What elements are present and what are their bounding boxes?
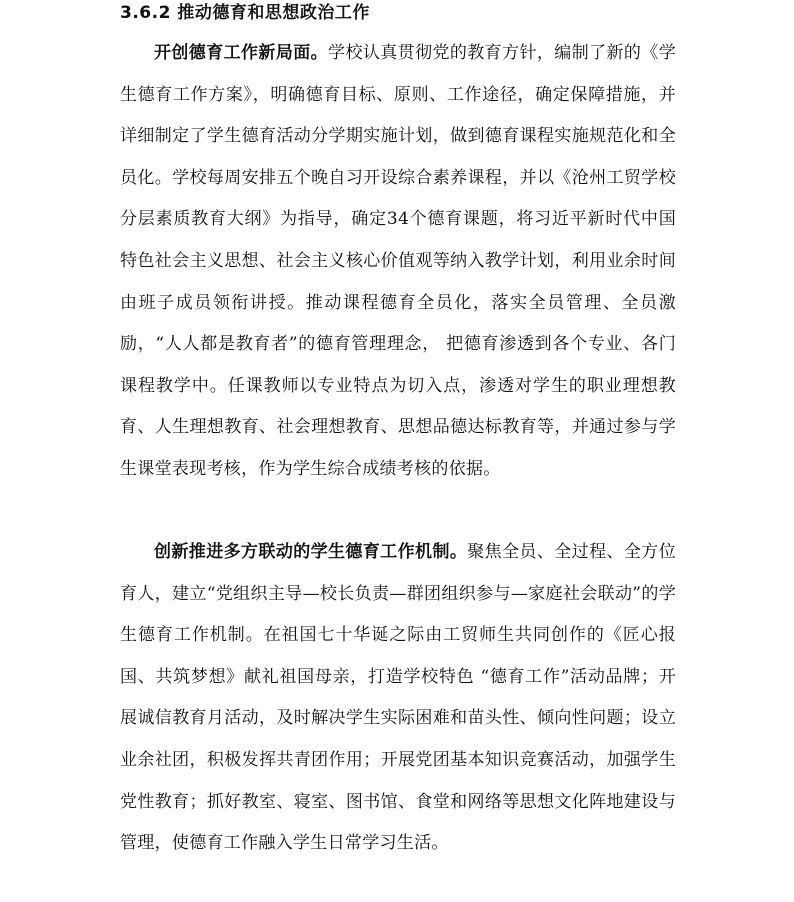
section-heading: 3.6.2 推动德育和思想政治工作 [120,3,370,23]
paragraph-lead-title: 开创德育工作新局面。 [154,43,329,63]
paragraph-multi-party-mechanism [120,532,676,865]
paragraph-lead-title: 创新推进多方联动的学生德育工作机制。 [154,542,468,562]
paragraph-moral-education-new-situation [120,33,676,491]
paragraph-body-text: 聚焦全员、全过程、全方位育人，建立“党组织主导—校长负责—群团组织参与—家庭社会联动”的学生德育工作机制。在祖国七十华诞之际由工贸师生共同创作的《匠心报国、共筑梦想》献礼祖国母亲，打造学校特色 “德育工作”活动品牌；开展诚信教育月活动，及时解决学生实际困难和苗头性、倾向性问题；设立业余社团，积极发挥共青团作用；开展党团基本知识竞赛活动，加强学生党性教育；抓好教室、寝室、图书馆、食堂和网络等思想文化阵地建设与管理，使德育工作融入学生日常学习生活。 [120,542,676,854]
paragraph-body-text: 学校认真贯彻党的教育方针，编制了新的《学生德育工作方案》，明确德育目标、原则、工作途径，确定保障措施，并详细制定了学生德育活动分学期实施计划，做到德育课程实施规范化和全员化。学校每周安排五个晚自习开设综合素养课程，并以《沧州工贸学校分层素质教育大纲》为指导，确定34个德育课题，将习近平新时代中国特色社会主义思想、社会主义核心价值观等纳入教学计划，利用业余时间由班子成员领衔讲授。推动课程德育全员化，落实全员管理、全员激励，“人人都是教育者”的德育管理理念， 把德育渗透到各个专业、各门课程教学中。任课教师以专业特点为切入点，渗透对学生的职业理想教育、人生理想教育、社会理想教育、思想品德达标教育等，并通过参与学生课堂表现考核，作为学生综合成绩考核的依据。 [120,43,677,479]
